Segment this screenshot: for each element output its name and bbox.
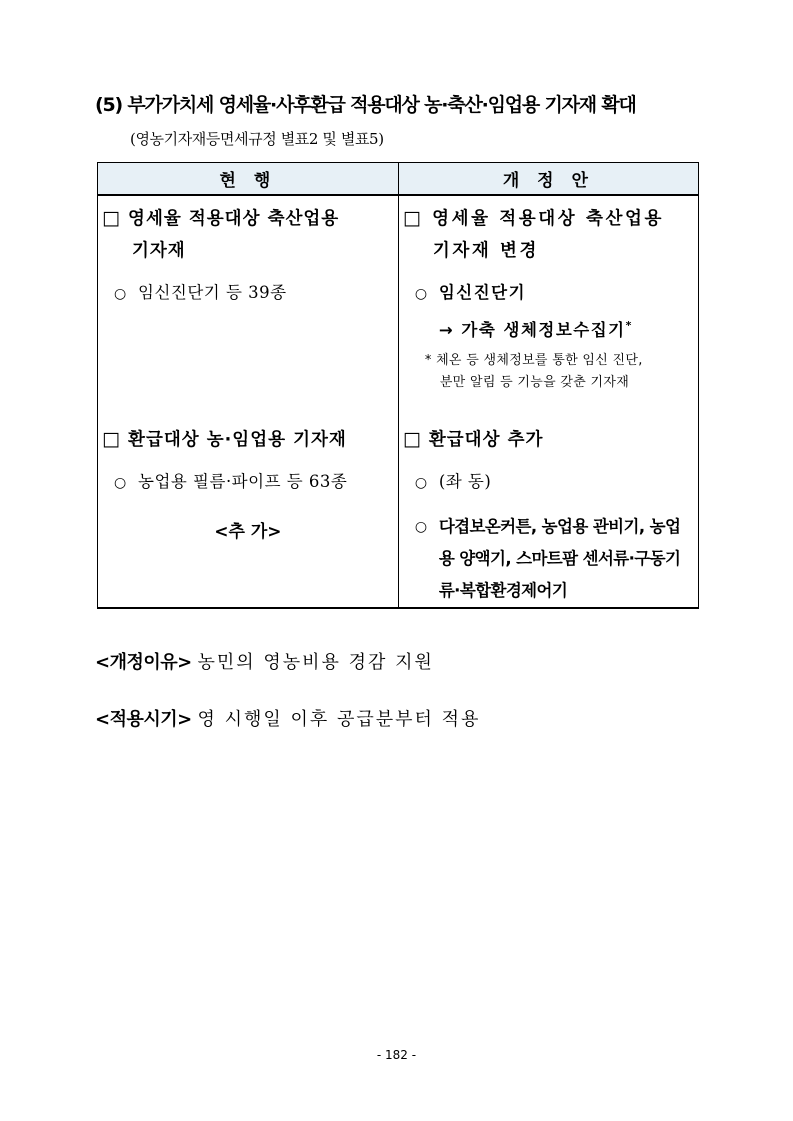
timing-line (95, 705, 480, 731)
timing-text: 영 시행일 이후 공급분부터 적용 (197, 709, 481, 730)
current-cell-1 (98, 195, 399, 411)
current-add: <추 가> (214, 522, 282, 542)
current-title-1: 영세율 적용대상 축산업용 (128, 209, 340, 229)
header-revised: 개 정 안 (398, 163, 698, 196)
checkbox-square-icon: □ (402, 207, 424, 229)
circle-bullet-icon: ○ (114, 286, 127, 302)
section-heading: (5) 부가가치세 영세율·사후환급 적용대상 농·축산·임업용 기자재 확대 (95, 94, 636, 116)
header-current: 현 행 (98, 163, 399, 196)
revised-item-2: → 가축 생체정보수집기 (438, 320, 626, 340)
note-mark: * (424, 352, 432, 368)
revised-title-2: 기자재 변경 (432, 241, 540, 261)
checkbox-square-icon: □ (402, 428, 422, 450)
page-number: - 182 - (376, 1048, 417, 1062)
comparison-table (97, 162, 699, 609)
revised-item-2: 다겹보온커튼, 농업용 관비기, 농업용 양액기, 스마트팜 센서류·구동기류·복합환경제어기 (438, 517, 681, 600)
circle-bullet-icon: ○ (414, 519, 427, 535)
circle-bullet-icon: ○ (414, 286, 429, 302)
checkbox-square-icon: □ (102, 207, 121, 229)
current-title-2: 기자재 (132, 241, 186, 261)
current-item: 농업용 필름·파이프 등 63종 (138, 472, 348, 491)
current-cell-2 (98, 411, 399, 608)
section-subheading: (영농기자재등면세규정 별표2 및 별표5) (130, 130, 384, 148)
footnote-mark: * (625, 319, 633, 332)
current-item: 임신진단기 등 39종 (138, 283, 287, 302)
timing-label: <적용시기> (95, 709, 192, 730)
table-row (98, 411, 699, 608)
table-row (98, 195, 699, 411)
revised-cell-1 (398, 195, 698, 411)
revised-title-1: 영세율 적용대상 축산업용 (432, 209, 665, 229)
reason-line (95, 648, 434, 674)
reason-label: <개정이유> (95, 652, 192, 673)
reason-text: 농민의 영농비용 경감 지원 (197, 652, 434, 673)
revised-note-2: 분만 알림 등 기능을 갖춘 기자재 (439, 374, 630, 390)
revised-cell-2 (398, 411, 698, 608)
revised-item-1: 임신진단기 (438, 283, 527, 302)
revised-title: 환급대상 추가 (428, 430, 544, 450)
revised-note-1: 체온 등 생체정보를 통한 임신 진단, (436, 352, 643, 368)
revised-item-1: (좌 동) (438, 472, 492, 491)
checkbox-square-icon: □ (102, 428, 121, 450)
circle-bullet-icon: ○ (414, 475, 428, 491)
current-title: 환급대상 농·임업용 기자재 (128, 430, 347, 450)
circle-bullet-icon: ○ (114, 475, 127, 491)
